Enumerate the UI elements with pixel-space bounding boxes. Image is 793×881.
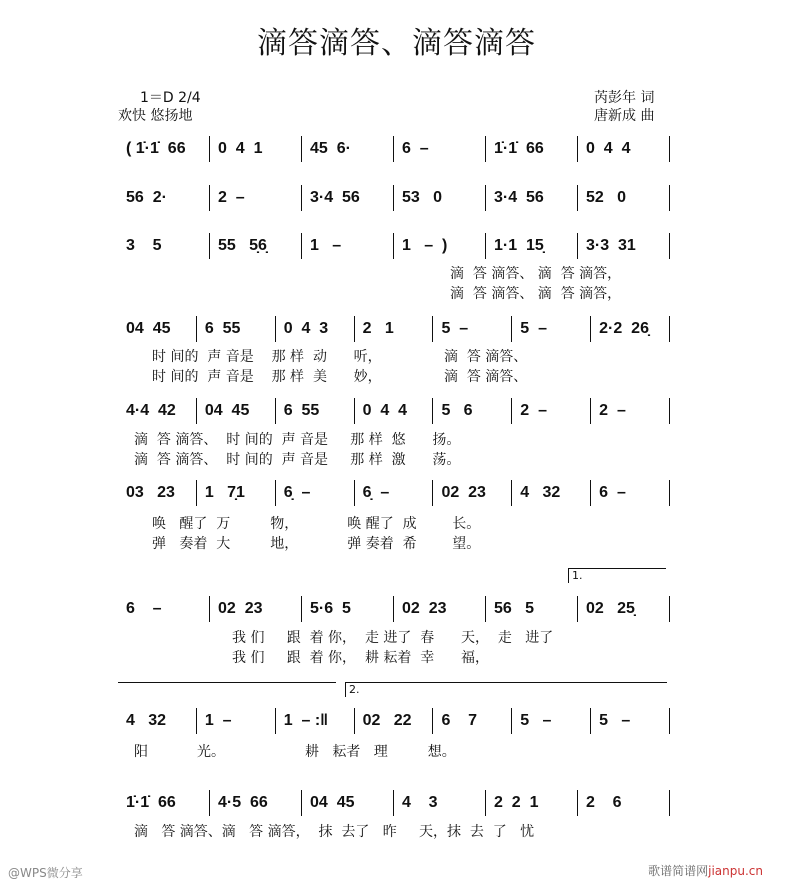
measure: 3·4 56 [301, 185, 393, 211]
measure: 4 32 [511, 480, 590, 506]
staff-row [118, 398, 670, 424]
staff-row [118, 790, 670, 816]
measure: 02 23 [393, 596, 485, 622]
measure: 6 55 [196, 316, 275, 342]
barline [669, 480, 670, 506]
lyrics-line: 滴 答 滴答、 时 间的 声 音是 那 样 悠 扬。 [134, 432, 461, 448]
measure: 2 6 [577, 790, 669, 816]
measure: 45 6· [301, 136, 393, 162]
staff-row [118, 136, 670, 162]
composer: 唐新成 曲 [594, 108, 655, 124]
barline [669, 136, 670, 162]
barline [669, 316, 670, 342]
tempo-marking: 欢快 悠扬地 [118, 108, 193, 124]
lyrics-line: 我 们 跟 着 你， 耕 耘着 幸 福， [232, 650, 490, 666]
measure: 0 4 3 [275, 316, 354, 342]
measure: 5 6 [432, 398, 511, 424]
measure: ( 1̇·1̇ 66 [126, 140, 186, 157]
measure: 6̣ – [354, 480, 433, 506]
lyrics-line: 阳 光。 耕 耘者 理 想。 [134, 744, 456, 760]
measure: 1·1 15̣ [485, 233, 577, 259]
barline [669, 596, 670, 622]
staff-row [118, 708, 670, 734]
site-name: 歌谱简谱网 [648, 864, 709, 878]
lyrics-line: 唤 醒了 万 物， 唤 醒了 成 长。 [152, 516, 481, 532]
measure: 2 2 1 [485, 790, 577, 816]
measure: 1̇·1̇ 66 [126, 794, 176, 811]
measure: 5 – [511, 316, 590, 342]
measure: 3·4 56 [485, 185, 577, 211]
measure: 6 – [590, 480, 669, 506]
lyrics-line: 时 间的 声 音是 那 样 美 妙， 滴 答 滴答、 [152, 369, 528, 385]
staff-row [118, 596, 670, 622]
measure: 53 0 [393, 185, 485, 211]
staff-row [118, 233, 670, 259]
lyrics-line: 滴 答 滴答、 滴 答 滴答， [450, 266, 622, 282]
lyrics-line: 滴 答 滴答、 时 间的 声 音是 那 样 激 荡。 [134, 452, 461, 468]
measure: 04 45 [126, 320, 171, 337]
barline [669, 398, 670, 424]
measure: 02 23 [209, 596, 301, 622]
measure: 6 7 [432, 708, 511, 734]
measure: 6 55 [275, 398, 354, 424]
measure: 5 – [590, 708, 669, 734]
song-title: 滴答滴答、滴答滴答 [257, 26, 536, 61]
measure: 6 – [393, 136, 485, 162]
measure: 56 5 [485, 596, 577, 622]
lyrics-line: 滴 答 滴答、滴 答 滴答， 抹 去了 昨 天，抹 去 了 忧 [134, 824, 535, 840]
measure: 1 7̣1 [196, 480, 275, 506]
measure: 4 3 [393, 790, 485, 816]
measure: 5 – [511, 708, 590, 734]
measure: 1̇·1̇ 66 [485, 136, 577, 162]
measure: 02 25̣ [577, 596, 669, 622]
measure: 0 4 1 [209, 136, 301, 162]
key-signature: 1＝D 2/4 [140, 90, 201, 106]
measure: 2·2 26̣ [590, 316, 669, 342]
measure: 1 – ) [393, 233, 485, 259]
measure: 02 23 [432, 480, 511, 506]
site-watermark [648, 862, 763, 879]
measure: 6̣ – [275, 480, 354, 506]
lyrics-line: 弹 奏着 大 地， 弹 奏着 希 望。 [152, 536, 481, 552]
measure: 4·5 66 [209, 790, 301, 816]
measure: 1 – :‖ [275, 708, 354, 734]
measure: 04 45 [301, 790, 393, 816]
measure: 0 4 4 [354, 398, 433, 424]
measure: 55 5̣6̣ [209, 233, 301, 259]
measure: 02 22 [354, 708, 433, 734]
measure: 3·3 31 [577, 233, 669, 259]
staff-row [118, 316, 670, 342]
measure: 1 – [301, 233, 393, 259]
barline [669, 233, 670, 259]
volta-line [118, 682, 336, 683]
measure: 52 0 [577, 185, 669, 211]
measure: 2 1 [354, 316, 433, 342]
measure: 2 – [511, 398, 590, 424]
barline [669, 185, 670, 211]
measure: 03 23 [126, 484, 175, 501]
measure: 04 45 [196, 398, 275, 424]
site-url: jianpu.cn [708, 864, 763, 878]
measure: 5·6 5 [301, 596, 393, 622]
lyricist: 芮彭年 词 [594, 90, 655, 106]
staff-row [118, 480, 670, 506]
measure: 4 32 [126, 712, 167, 729]
volta-second-ending: 2. [345, 682, 667, 697]
measure: 3 5 [126, 237, 162, 254]
measure: 5 – [432, 316, 511, 342]
measure: 6 – [126, 600, 162, 617]
lyrics-line: 我 们 跟 着 你， 走 进了 春 天， 走 进了 [232, 630, 554, 646]
measure: 4·4 42 [126, 402, 176, 419]
staff-row [118, 185, 670, 211]
barline [669, 708, 670, 734]
measure: 2 – [209, 185, 301, 211]
wps-watermark: @WPS微分享 [8, 866, 83, 880]
barline [669, 790, 670, 816]
lyrics-line: 滴 答 滴答、 滴 答 滴答， [450, 286, 622, 302]
measure: 56 2· [126, 189, 167, 206]
measure: 1 – [196, 708, 275, 734]
measure: 0 4 4 [577, 136, 669, 162]
volta-first-ending: 1. [568, 568, 666, 583]
lyrics-line: 时 间的 声 音是 那 样 动 听， 滴 答 滴答、 [152, 349, 528, 365]
measure: 2 – [590, 398, 669, 424]
